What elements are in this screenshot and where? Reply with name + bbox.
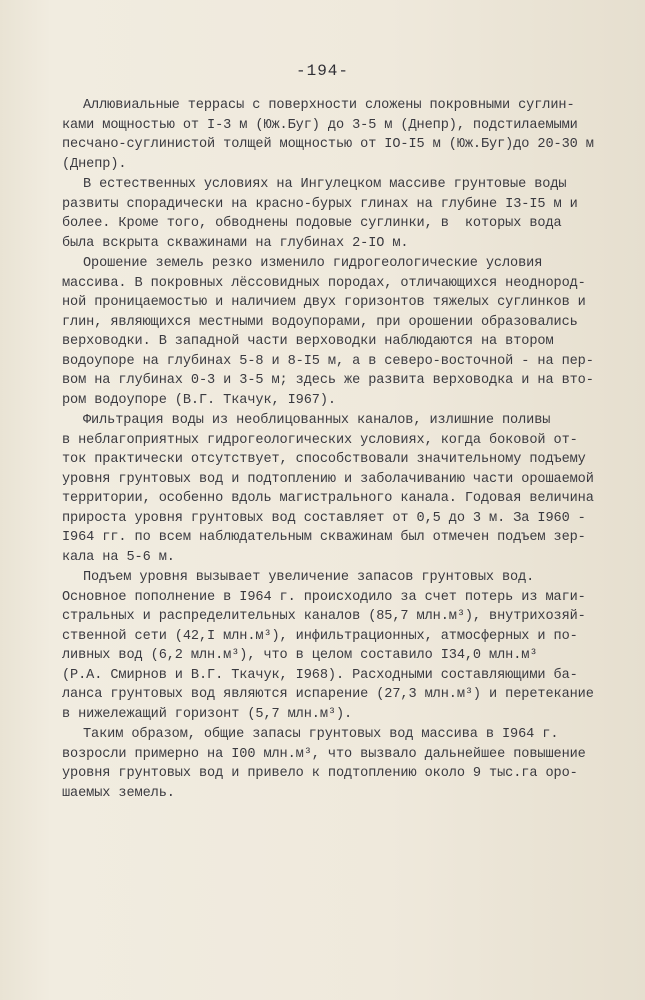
text-line: ливных вод (6,2 млн.м³), что в целом составило I34,0 млн.м³	[62, 648, 538, 663]
text-line: Орошение земель резко изменило гидрогеологические условия	[83, 256, 543, 271]
text-line: уровня грунтовых вод и привело к подтоплению около 9 тыс.га оро-	[62, 766, 578, 781]
text-line: развиты спорадически на красно-бурых глинах на глубине I3-I5 м и	[62, 196, 578, 212]
text-line: ками мощностью от I-3 м (Юж.Буг) до 3-5 м (Днепр), подстилаемыми	[62, 117, 578, 133]
text-line: уровня грунтовых вод и подтоплению и заболачиванию части орошаемой	[62, 471, 594, 487]
page-number: -194-	[295, 62, 349, 80]
paragraph-2	[62, 175, 622, 253]
text-line: территории, особенно вдоль магистрального канала. Годовая величина	[62, 491, 594, 506]
body-text	[62, 96, 622, 803]
text-line: ственной сети (42,I млн.м³), инфильтрационных, атмосферных и по-	[62, 628, 578, 644]
text-line: стральных и распределительных каналов (85,7 млн.м³), внутрихозяй-	[62, 609, 586, 624]
text-line: водоупоре на глубинах 5-8 и 8-I5 м, а в северо-восточной - на пер-	[62, 353, 594, 369]
text-line: была вскрыта скважинами на глубинах 2-IO м.	[62, 235, 409, 251]
text-line: ток практически отсутствует, способствовали значительному подъему	[62, 452, 586, 467]
text-line: ром водоупоре (В.Г. Ткачук, I967).	[62, 392, 336, 408]
text-line: шаемых земель.	[62, 785, 175, 801]
text-line: Подъем уровня вызывает увеличение запасов грунтовых вод.	[83, 570, 535, 585]
text-line: прироста уровня грунтовых вод составляет от 0,5 до 3 м. За I960 -	[62, 510, 586, 526]
text-line: ной проницаемостью и наличием двух горизонтов тяжелых суглинков и	[62, 295, 586, 310]
text-line: более. Кроме того, обводнены подовые суглинки, в которых вода	[62, 216, 562, 231]
text-line: в неблагоприятных гидрогеологических условиях, когда боковой от-	[62, 432, 578, 448]
paragraph-3	[62, 254, 622, 410]
text-line: массива. В покровных лёссовидных породах, отличающихся неоднород-	[62, 275, 586, 291]
text-line: ланса грунтовых вод являются испарение (27,3 млн.м³) и перетекание	[62, 687, 594, 702]
text-line: Фильтрация воды из необлицованных каналов, излишние поливы	[83, 413, 551, 428]
text-line: (Р.А. Смирнов и В.Г. Ткачук, I968). Расходными составляющими ба-	[62, 667, 578, 683]
text-line: I964 гг. по всем наблюдательным скважинам был отмечен подъем зер-	[62, 530, 586, 545]
text-line: Таким образом, общие запасы грунтовых вод массива в I964 г.	[83, 727, 559, 742]
text-line: верховодки. В западной части верховодки наблюдаются на втором	[62, 334, 554, 349]
text-line: Аллювиальные террасы с поверхности сложены покровными суглин-	[83, 98, 575, 113]
text-line: возросли примерно на I00 млн.м³, что вызвало дальнейшее повышение	[62, 746, 586, 762]
text-line: В естественных условиях на Ингулецком массиве грунтовые воды	[83, 177, 567, 192]
paragraph-1	[62, 96, 622, 174]
text-line: Основное пополнение в I964 г. происходило за счет потерь из маги-	[62, 589, 586, 605]
text-line: песчано-суглинистой толщей мощностью от IO-I5 м (Юж.Буг)до 20-30 м	[62, 137, 594, 152]
paragraph-5	[62, 568, 622, 724]
text-line: вом на глубинах 0-3 и 3-5 м; здесь же развита верховодка и на вто-	[62, 373, 594, 388]
text-line: кала на 5-6 м.	[62, 549, 175, 565]
text-line: (Днепр).	[62, 156, 127, 172]
text-line: глин, являющихся местными водоупорами, при орошении образовались	[62, 314, 578, 330]
text-line: в нижележащий горизонт (5,7 млн.м³).	[62, 706, 353, 722]
paragraph-4	[62, 411, 622, 567]
paragraph-6	[62, 725, 622, 803]
